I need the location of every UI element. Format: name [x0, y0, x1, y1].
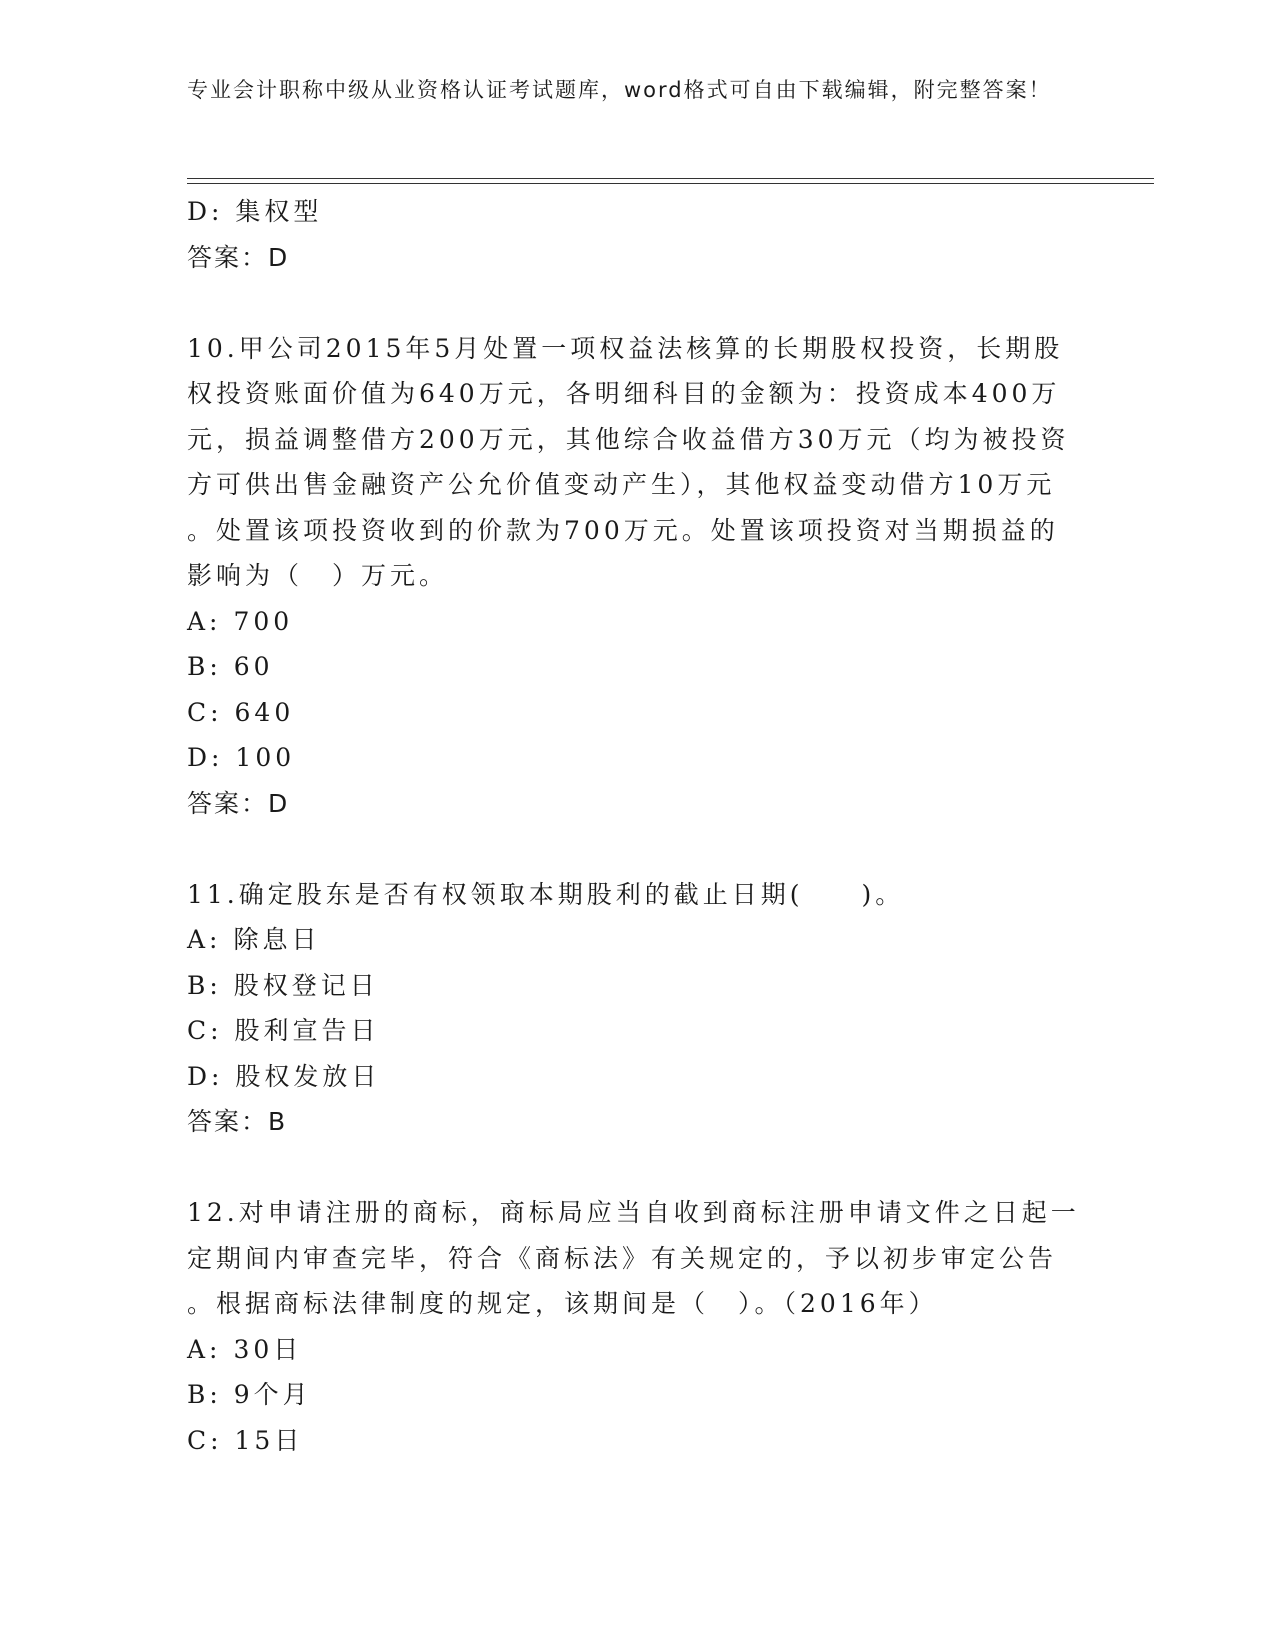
option-text: 15日 [234, 1425, 304, 1455]
question-text-line: 元，损益调整借方200万元，其他综合收益借方30万元（均为被投资 [187, 424, 1070, 454]
question-text-line: 11.确定股东是否有权领取本期股利的截止日期( )。 [187, 879, 905, 909]
option-text: 除息日 [233, 925, 321, 954]
option-line [187, 1008, 1077, 1054]
option-label: D: [187, 743, 224, 772]
option-line [187, 1372, 1077, 1418]
option-label: A: [187, 925, 222, 954]
spacer [187, 1145, 1077, 1191]
option-label: C: [187, 1425, 223, 1455]
option-text: 640 [234, 697, 295, 727]
spacer [187, 280, 1077, 326]
question-text-line: 定期间内审查完毕，符合《商标法》有关规定的，予以初步审定公告 [187, 1243, 1058, 1273]
option-line [187, 189, 1077, 235]
question-text-line: 。根据商标法律制度的规定，该期间是（ ）。（2016年） [187, 1289, 938, 1318]
option-text: 100 [235, 743, 296, 772]
spacer [187, 826, 1077, 872]
option-text: 60 [233, 652, 274, 681]
option-line [187, 644, 1077, 690]
question-text-line: 权投资账面价值为640万元，各明细科目的金额为：投资成本400万 [187, 379, 1061, 408]
option-line [187, 917, 1077, 963]
answer-line: 答案：D [187, 242, 290, 272]
option-label: C: [187, 1016, 223, 1045]
question-text-line: 影响为（ ）万元。 [187, 561, 449, 590]
question-12 [187, 1190, 1080, 1463]
option-text: 股权登记日 [233, 970, 379, 1000]
option-line [187, 1054, 1077, 1100]
option-line [187, 599, 1077, 645]
answer-line: 答案：D [187, 788, 290, 818]
header-rule-bottom [187, 183, 1154, 184]
answer-line: 答案：B [187, 1107, 288, 1136]
option-text: 股权发放日 [235, 1061, 381, 1091]
question-list [187, 189, 1080, 1463]
question-10 [187, 326, 1077, 827]
option-label: A: [187, 606, 222, 636]
option-line [187, 963, 1077, 1009]
option-text: 30日 [233, 1334, 303, 1364]
question-text-line: 。处置该项投资收到的价款为700万元。处置该项投资对当期损益的 [187, 515, 1059, 545]
option-label: B: [187, 652, 222, 681]
option-line [187, 690, 1077, 736]
question-text-line: 方可供出售金融资产公允价值变动产生），其他权益变动借方10万元 [187, 470, 1056, 499]
option-label: A: [187, 1334, 222, 1364]
option-label: B: [187, 1380, 222, 1409]
question-11 [187, 872, 1077, 1145]
option-text: 集权型 [235, 197, 323, 226]
option-line [187, 735, 1077, 781]
question-text-line: 10.甲公司2015年5月处置一项权益法核算的长期股权投资，长期股 [187, 333, 1064, 363]
option-line [187, 1418, 1077, 1464]
option-text: 700 [233, 606, 294, 636]
question-text-line: 12.对申请注册的商标，商标局应当自收到商标注册申请文件之日起一 [187, 1198, 1080, 1227]
option-label: D: [187, 197, 224, 226]
option-text: 股利宣告日 [234, 1016, 380, 1045]
page-header: 专业会计职称中级从业资格认证考试题库，word格式可自由下载编辑，附完整答案！ [187, 78, 1052, 102]
header-rule-top [187, 178, 1154, 179]
option-label: D: [187, 1061, 224, 1091]
option-label: B: [187, 970, 222, 1000]
option-line [187, 1327, 1077, 1373]
option-label: C: [187, 697, 223, 727]
option-text: 9个月 [233, 1380, 312, 1409]
